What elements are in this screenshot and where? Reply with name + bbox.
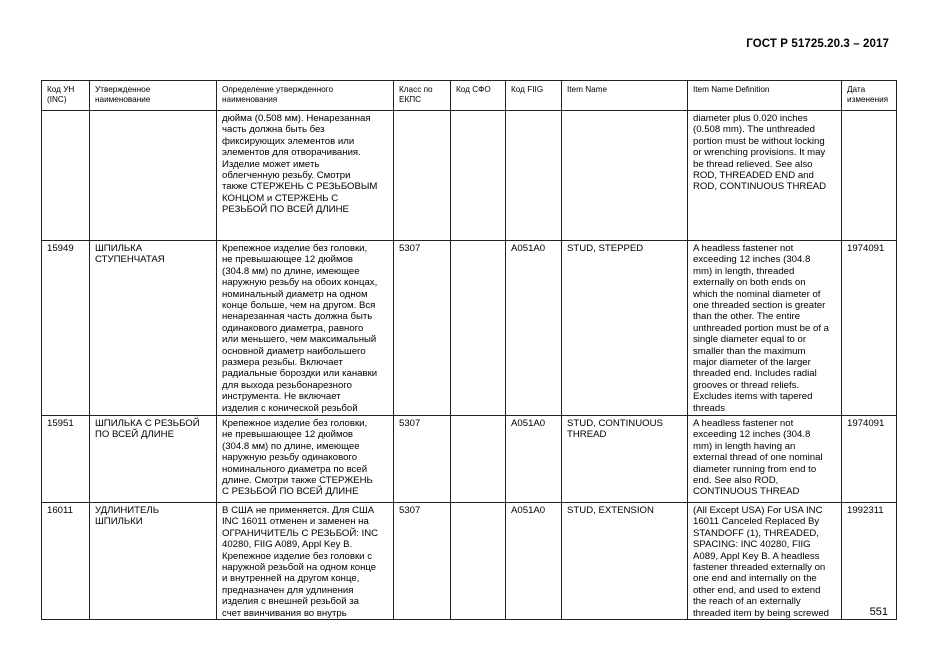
table-row [42, 503, 897, 620]
cell-fiig: A051A0 [506, 503, 562, 620]
cell-name-ru [90, 111, 217, 241]
cell-definition-en: A headless fastener not exceeding 12 inches (304.8 mm) in length, threaded externally on both ends on which the nominal diameter of one threaded section is greater than the other. The entire unthreaded portion must be of a single diameter equal to or smaller than the maximum major diameter of the larger threaded end. Includes radial grooves or thread reliefs. Excludes items with tapered threads [688, 241, 842, 416]
cell-definition-ru: В США не применяется. Для США INC 16011 отменен и заменен на ОГРАНИЧИТЕЛЬ С РЕЗЬБОЙ: INC 40280, FIIG A089, Appl Key B. Крепежное изделие без головки с наружной резьбой на одном конце и внутренней на другом конце, предназначен для удлинения изделия с внешней резьбой за счет ввинчивания во внутрь [217, 503, 394, 620]
cell-inc: 15951 [42, 416, 90, 503]
col-header-inc: Код УН (INC) [42, 81, 90, 111]
cell-inc: 16011 [42, 503, 90, 620]
col-header-approved-name: Утвержденное наименование [90, 81, 217, 111]
cell-definition-ru: Крепежное изделие без головки, не превышающее 12 дюймов (304.8 мм) по длине, имеющее наружную резьбу на обоих концах, номинальный диаметр на одном конце больше, чем на другом. Вся ненарезанная часть должна быть одинакового диаметра, равного или меньшего, чем максимальный основной диаметр наибольшего размера резьбы. Включает радиальные бороздки или канавки для выхода резьбонарезного инструмента. Не включает изделия с конической резьбой [217, 241, 394, 416]
cell-date [842, 111, 897, 241]
cell-item-name [562, 111, 688, 241]
cell-ekps [394, 111, 451, 241]
cell-item-name: STUD, CONTINUOUS THREAD [562, 416, 688, 503]
cell-ekps: 5307 [394, 503, 451, 620]
cell-fiig: A051A0 [506, 416, 562, 503]
cell-item-name: STUD, EXTENSION [562, 503, 688, 620]
standard-designation: ГОСТ Р 51725.20.3 – 2017 [746, 38, 889, 50]
cell-sfo [451, 241, 506, 416]
cell-definition-en: A headless fastener not exceeding 12 inches (304.8 mm) in length having an external thread of one nominal diameter running from end to end. See also ROD, CONTINUOUS THREAD [688, 416, 842, 503]
cell-fiig: A051A0 [506, 241, 562, 416]
cell-inc [42, 111, 90, 241]
table-row [42, 241, 897, 416]
cell-fiig [506, 111, 562, 241]
col-header-item-name: Item Name [562, 81, 688, 111]
cell-date: 1974091 [842, 241, 897, 416]
cell-date: 1974091 [842, 416, 897, 503]
cell-definition-en: diameter plus 0.020 inches (0.508 mm). The unthreaded portion must be without locking or wrenching provisions. It may be thread relieved. See also ROD, THREADED END and ROD, CONTINUOUS THREAD [688, 111, 842, 241]
cell-item-name: STUD, STEPPED [562, 241, 688, 416]
cell-name-ru: ШПИЛЬКА С РЕЗЬБОЙ ПО ВСЕЙ ДЛИНЕ [90, 416, 217, 503]
cell-definition-ru: Крепежное изделие без головки, не превышающее 12 дюймов (304.8 мм) по длине, имеющее наружную резьбу одинакового номинального диаметра по всей длине. Смотри также СТЕРЖЕНЬ С РЕЗЬБОЙ ПО ВСЕЙ ДЛИНЕ [217, 416, 394, 503]
cell-sfo [451, 503, 506, 620]
cell-name-ru: УДЛИНИТЕЛЬ ШПИЛЬКИ [90, 503, 217, 620]
cell-sfo [451, 416, 506, 503]
cell-definition-en: (All Except USA) For USA INC 16011 Canceled Replaced By STANDOFF (1), THREADED, SPACING: INC 40280, FIIG A089, Appl Key B. A headless fastener threaded externally on one end and internally on the other end, and used to extend the reach of an externally threaded item by being screwed [688, 503, 842, 620]
col-header-fiig-code: Код FIIG [506, 81, 562, 111]
table-header-row [42, 81, 897, 111]
classification-table [41, 80, 897, 620]
col-header-item-name-definition: Item Name Definition [688, 81, 842, 111]
cell-ekps: 5307 [394, 416, 451, 503]
col-header-sfo-code: Код СФО [451, 81, 506, 111]
col-header-change-date: Дата изменения [842, 81, 897, 111]
table-row [42, 111, 897, 241]
cell-name-ru: ШПИЛЬКА СТУПЕНЧАТАЯ [90, 241, 217, 416]
cell-definition-ru: дюйма (0.508 мм). Ненарезанная часть должна быть без фиксирующих элементов или элементов для отворачивания. Изделие может иметь облегченную резьбу. Смотри также СТЕРЖЕНЬ С РЕЗЬБОВЫМ КОНЦОМ и СТЕРЖЕНЬ С РЕЗЬБОЙ ПО ВСЕЙ ДЛИНЕ [217, 111, 394, 241]
col-header-ekps-class: Класс по ЕКПС [394, 81, 451, 111]
cell-ekps: 5307 [394, 241, 451, 416]
page-number: 551 [869, 606, 888, 618]
table-row [42, 416, 897, 503]
cell-sfo [451, 111, 506, 241]
cell-date: 1992311 [842, 503, 897, 620]
col-header-definition-ru: Определение утвержденного наименования [217, 81, 394, 111]
cell-inc: 15949 [42, 241, 90, 416]
